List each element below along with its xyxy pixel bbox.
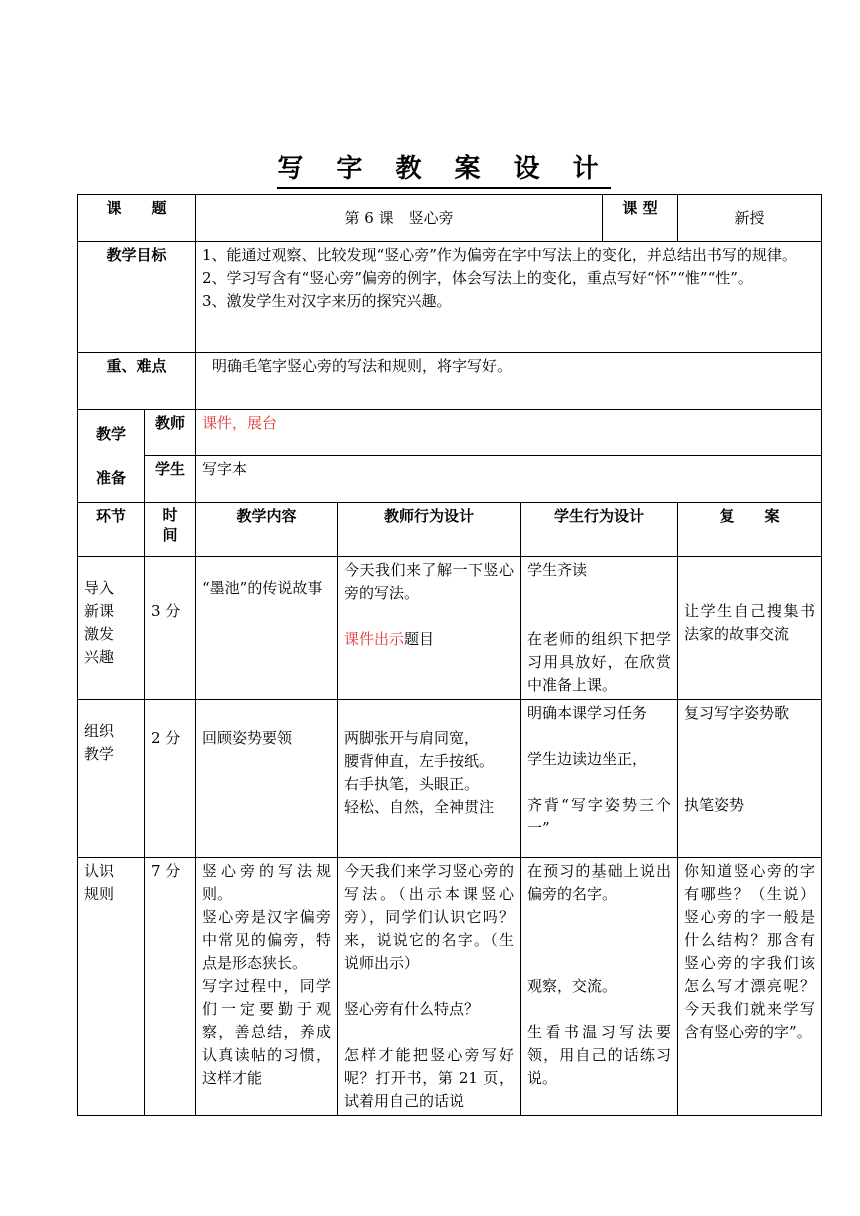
preparation-label: 教学 准备	[78, 410, 145, 503]
objectives-row	[78, 242, 822, 353]
topic-value: 第 6 课 竖心旁	[196, 195, 603, 242]
key-points-text: 明确毛笔字竖心旁的写法和规则，将字写好。	[196, 353, 822, 410]
objective-item: 1、能通过观察、比较发现“竖心旁”作为偏旁在字中写法上的变化，并总结出书写的规律。	[202, 246, 797, 264]
student-prep-label: 学生	[145, 455, 196, 502]
content-cell: 回顾姿势要领	[196, 700, 338, 858]
objectives-list	[196, 242, 822, 353]
review-cell: 让学生自己搜集书法家的故事交流	[678, 557, 822, 700]
teacher-cell: 今天我们来学习竖心旁的写法。（出示本课竖心旁），同学们认识它吗？来，说说它的名字。（生说师出示） 竖心旁有什么特点？ 怎样才能把竖心旁写好呢？打开书，第 21 页，试着用自己的话说	[338, 858, 521, 1116]
topic-label: 课 题	[78, 195, 196, 242]
content-cell: “墨池”的传说故事	[196, 557, 338, 700]
preparation-student-row	[78, 455, 822, 502]
lesson-plan-table	[77, 194, 822, 1116]
time-cell: 2 分	[145, 700, 196, 858]
preparation-teacher-row	[78, 410, 822, 456]
key-points-row	[78, 353, 822, 410]
stage-cell: 认识规则	[78, 858, 145, 1116]
student-prep-value: 写字本	[196, 455, 822, 502]
time-cell: 3 分	[145, 557, 196, 700]
table-row	[78, 858, 822, 1116]
objectives-label: 教学目标	[78, 242, 196, 353]
topic-row	[78, 195, 822, 242]
col-time: 时间	[145, 503, 196, 557]
teacher-cell: 两脚张开与肩同宽， 腰背伸直，左手按纸。 右手执笔，头眼正。 轻松、自然，全神贯注	[338, 700, 521, 858]
table-row	[78, 557, 822, 700]
table-row	[78, 700, 822, 858]
teacher-prep-label: 教师	[145, 410, 196, 456]
student-cell: 学生齐读 在老师的组织下把学习用具放好，在欣赏中准备上课。	[521, 557, 678, 700]
page-title: 写 字 教 案 设 计	[0, 154, 860, 189]
review-cell: 你知道竖心旁的字有哪些？（生说）竖心旁的字一般是什么结构？那含有竖心旁的字我们该怎么写才漂亮呢？今天我们就来学写含有竖心旁的字”。	[678, 858, 822, 1116]
student-cell: 明确本课学习任务 学生边读边坐正， 齐背“写字姿势三个一”	[521, 700, 678, 858]
time-cell: 7 分	[145, 858, 196, 1116]
col-review: 复 案	[678, 503, 822, 557]
teacher-prep-value: 课件，展台	[196, 410, 822, 456]
col-content: 教学内容	[196, 503, 338, 557]
col-stage: 环节	[78, 503, 145, 557]
review-cell: 复习写字姿势歌 执笔姿势	[678, 700, 822, 858]
student-cell: 在预习的基础上说出偏旁的名字。 观察，交流。 生看书温习写法要领，用自己的话练习说。	[521, 858, 678, 1116]
courseware-highlight: 课件出示	[344, 630, 405, 648]
col-teacher: 教师行为设计	[338, 503, 521, 557]
type-value: 新授	[678, 195, 822, 242]
columns-header-row	[78, 503, 822, 557]
col-student: 学生行为设计	[521, 503, 678, 557]
key-points-label: 重、难点	[78, 353, 196, 410]
teacher-cell: 今天我们来了解一下竖心旁的写法。 课件出示题目	[338, 557, 521, 700]
objective-item: 3、激发学生对汉字来历的探究兴趣。	[202, 292, 452, 310]
objective-item: 2、学习写含有“竖心旁”偏旁的例字，体会写法上的变化，重点写好“怀”“惟”“性”。	[202, 269, 753, 287]
content-cell: 竖心旁的写法规则。 竖心旁是汉字偏旁中常见的偏旁，特点是形态狭长。 写字过程中，同学们一定要勤于观察，善总结，养成认真读帖的习惯，这样才能	[196, 858, 338, 1116]
type-label: 课 型	[603, 195, 678, 242]
stage-cell: 组织教学	[78, 700, 145, 858]
stage-cell: 导入新课激发兴趣	[78, 557, 145, 700]
